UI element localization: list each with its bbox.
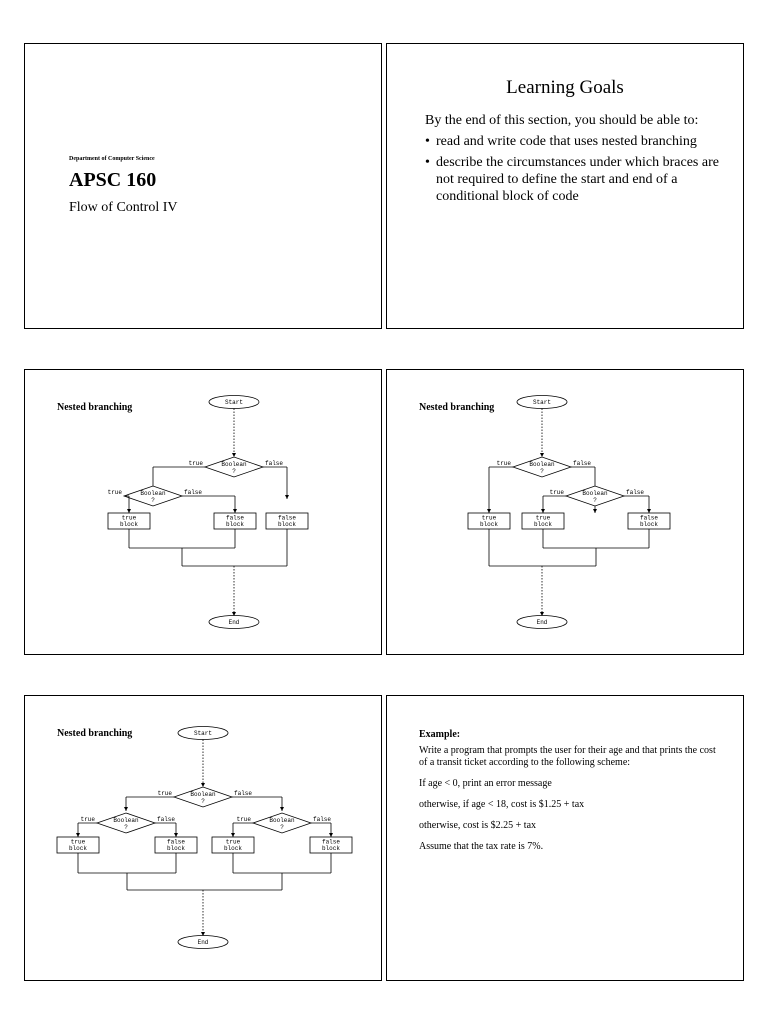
decision-label: Boolean bbox=[113, 817, 139, 824]
example-title: Example: bbox=[419, 729, 461, 740]
decision-label: Boolean bbox=[221, 461, 247, 468]
goal-item: • read and write code that uses nested branching bbox=[425, 133, 735, 150]
lecture-subtitle: Flow of Control IV bbox=[69, 200, 178, 215]
false-label: false bbox=[626, 489, 645, 496]
department-label: Department of Computer Science bbox=[69, 156, 155, 162]
flowchart-diagram bbox=[25, 696, 383, 982]
arrow-head bbox=[76, 833, 80, 837]
slide-nested-branching-2 bbox=[386, 369, 744, 655]
block-label: block bbox=[166, 845, 186, 852]
decision-label: ? bbox=[151, 497, 155, 504]
arrow-head bbox=[647, 509, 651, 513]
true-label: true bbox=[107, 489, 122, 496]
arrow-head bbox=[280, 807, 284, 811]
decision-label: Boolean bbox=[529, 461, 555, 468]
false-label: false bbox=[234, 790, 253, 797]
arrow-head bbox=[232, 453, 236, 457]
example-text: Write a program that prompts the user for their age and that prints the cost of a transit ticket according to the following scheme: bbox=[419, 745, 716, 768]
true-label: true bbox=[157, 790, 172, 797]
false-label: false bbox=[313, 816, 332, 823]
block-label: true bbox=[225, 838, 241, 846]
decision-label: Boolean bbox=[140, 490, 166, 497]
block-label: true bbox=[121, 514, 137, 522]
decision-label: ? bbox=[201, 798, 205, 805]
block-label: false bbox=[225, 514, 245, 522]
example-text: If age < 0, print an error message bbox=[419, 778, 552, 789]
block-label: block bbox=[68, 845, 88, 852]
arrow-head bbox=[487, 509, 491, 513]
block-label: false bbox=[277, 514, 297, 522]
example-text: Assume that the tax rate is 7%. bbox=[419, 841, 544, 852]
slide-title-text: Nested branching bbox=[419, 402, 495, 413]
slide-title-text: Nested branching bbox=[57, 728, 133, 739]
true-label: true bbox=[188, 460, 203, 467]
learning-goals-list bbox=[425, 133, 735, 209]
block-label: block bbox=[277, 521, 297, 528]
block-label: false bbox=[639, 514, 659, 522]
decision-label: ? bbox=[280, 824, 284, 831]
decision-label: ? bbox=[593, 497, 597, 504]
block-label: false bbox=[321, 838, 341, 846]
course-title: APSC 160 bbox=[69, 169, 157, 191]
decision-label: ? bbox=[232, 468, 236, 475]
false-label: false bbox=[573, 460, 592, 467]
flowchart-diagram bbox=[387, 370, 745, 656]
terminal-label: Start bbox=[532, 399, 552, 406]
arrow-head bbox=[541, 509, 545, 513]
goal-item: • describe the circumstances under which braces are not required to define the start and end of a conditional block of code bbox=[425, 154, 735, 205]
decision-label: Boolean bbox=[582, 490, 608, 497]
block-label: block bbox=[223, 845, 243, 852]
slide-example bbox=[386, 695, 744, 981]
false-label: false bbox=[184, 489, 203, 496]
flowchart-diagram bbox=[25, 370, 383, 656]
true-label: true bbox=[236, 816, 251, 823]
block-label: true bbox=[70, 838, 86, 846]
block-label: block bbox=[321, 845, 341, 852]
block-label: true bbox=[535, 514, 551, 522]
terminal-label: End bbox=[197, 939, 209, 946]
true-label: true bbox=[549, 489, 564, 496]
block-label: block bbox=[119, 521, 139, 528]
false-label: false bbox=[265, 460, 284, 467]
arrow-head bbox=[231, 833, 235, 837]
slide-nested-branching-3 bbox=[24, 695, 382, 981]
arrow-head bbox=[540, 453, 544, 457]
slide-title-text: Nested branching bbox=[57, 402, 133, 413]
arrow-head bbox=[127, 509, 131, 513]
decision-label: Boolean bbox=[190, 791, 216, 798]
slide-nested-branching-1 bbox=[24, 369, 382, 655]
arrow-head bbox=[201, 783, 205, 787]
block-label: block bbox=[225, 521, 245, 528]
block-label: block bbox=[533, 521, 553, 528]
learning-goals-intro: By the end of this section, you should be able to: bbox=[425, 113, 699, 128]
arrow-head bbox=[593, 509, 597, 513]
arrow-head bbox=[329, 833, 333, 837]
block-label: true bbox=[481, 514, 497, 522]
false-label: false bbox=[157, 816, 176, 823]
arrow-head bbox=[124, 807, 128, 811]
example-text: otherwise, cost is $2.25 + tax bbox=[419, 820, 537, 831]
example-text: otherwise, if age < 18, cost is $1.25 + tax bbox=[419, 799, 585, 810]
arrow-head bbox=[174, 833, 178, 837]
learning-goals-title: Learning Goals bbox=[506, 77, 624, 98]
terminal-label: End bbox=[228, 619, 240, 626]
terminal-label: Start bbox=[193, 730, 213, 737]
block-label: block bbox=[479, 521, 499, 528]
block-label: false bbox=[166, 838, 186, 846]
arrow-head bbox=[285, 495, 289, 499]
true-label: true bbox=[80, 816, 95, 823]
arrow-head bbox=[233, 509, 237, 513]
slide-learning-goals bbox=[386, 43, 744, 329]
block-label: block bbox=[639, 521, 659, 528]
decision-label: ? bbox=[124, 824, 128, 831]
slide-title bbox=[24, 43, 382, 329]
terminal-label: End bbox=[536, 619, 548, 626]
decision-label: ? bbox=[540, 468, 544, 475]
decision-label: Boolean bbox=[269, 817, 295, 824]
terminal-label: Start bbox=[224, 399, 244, 406]
true-label: true bbox=[496, 460, 511, 467]
